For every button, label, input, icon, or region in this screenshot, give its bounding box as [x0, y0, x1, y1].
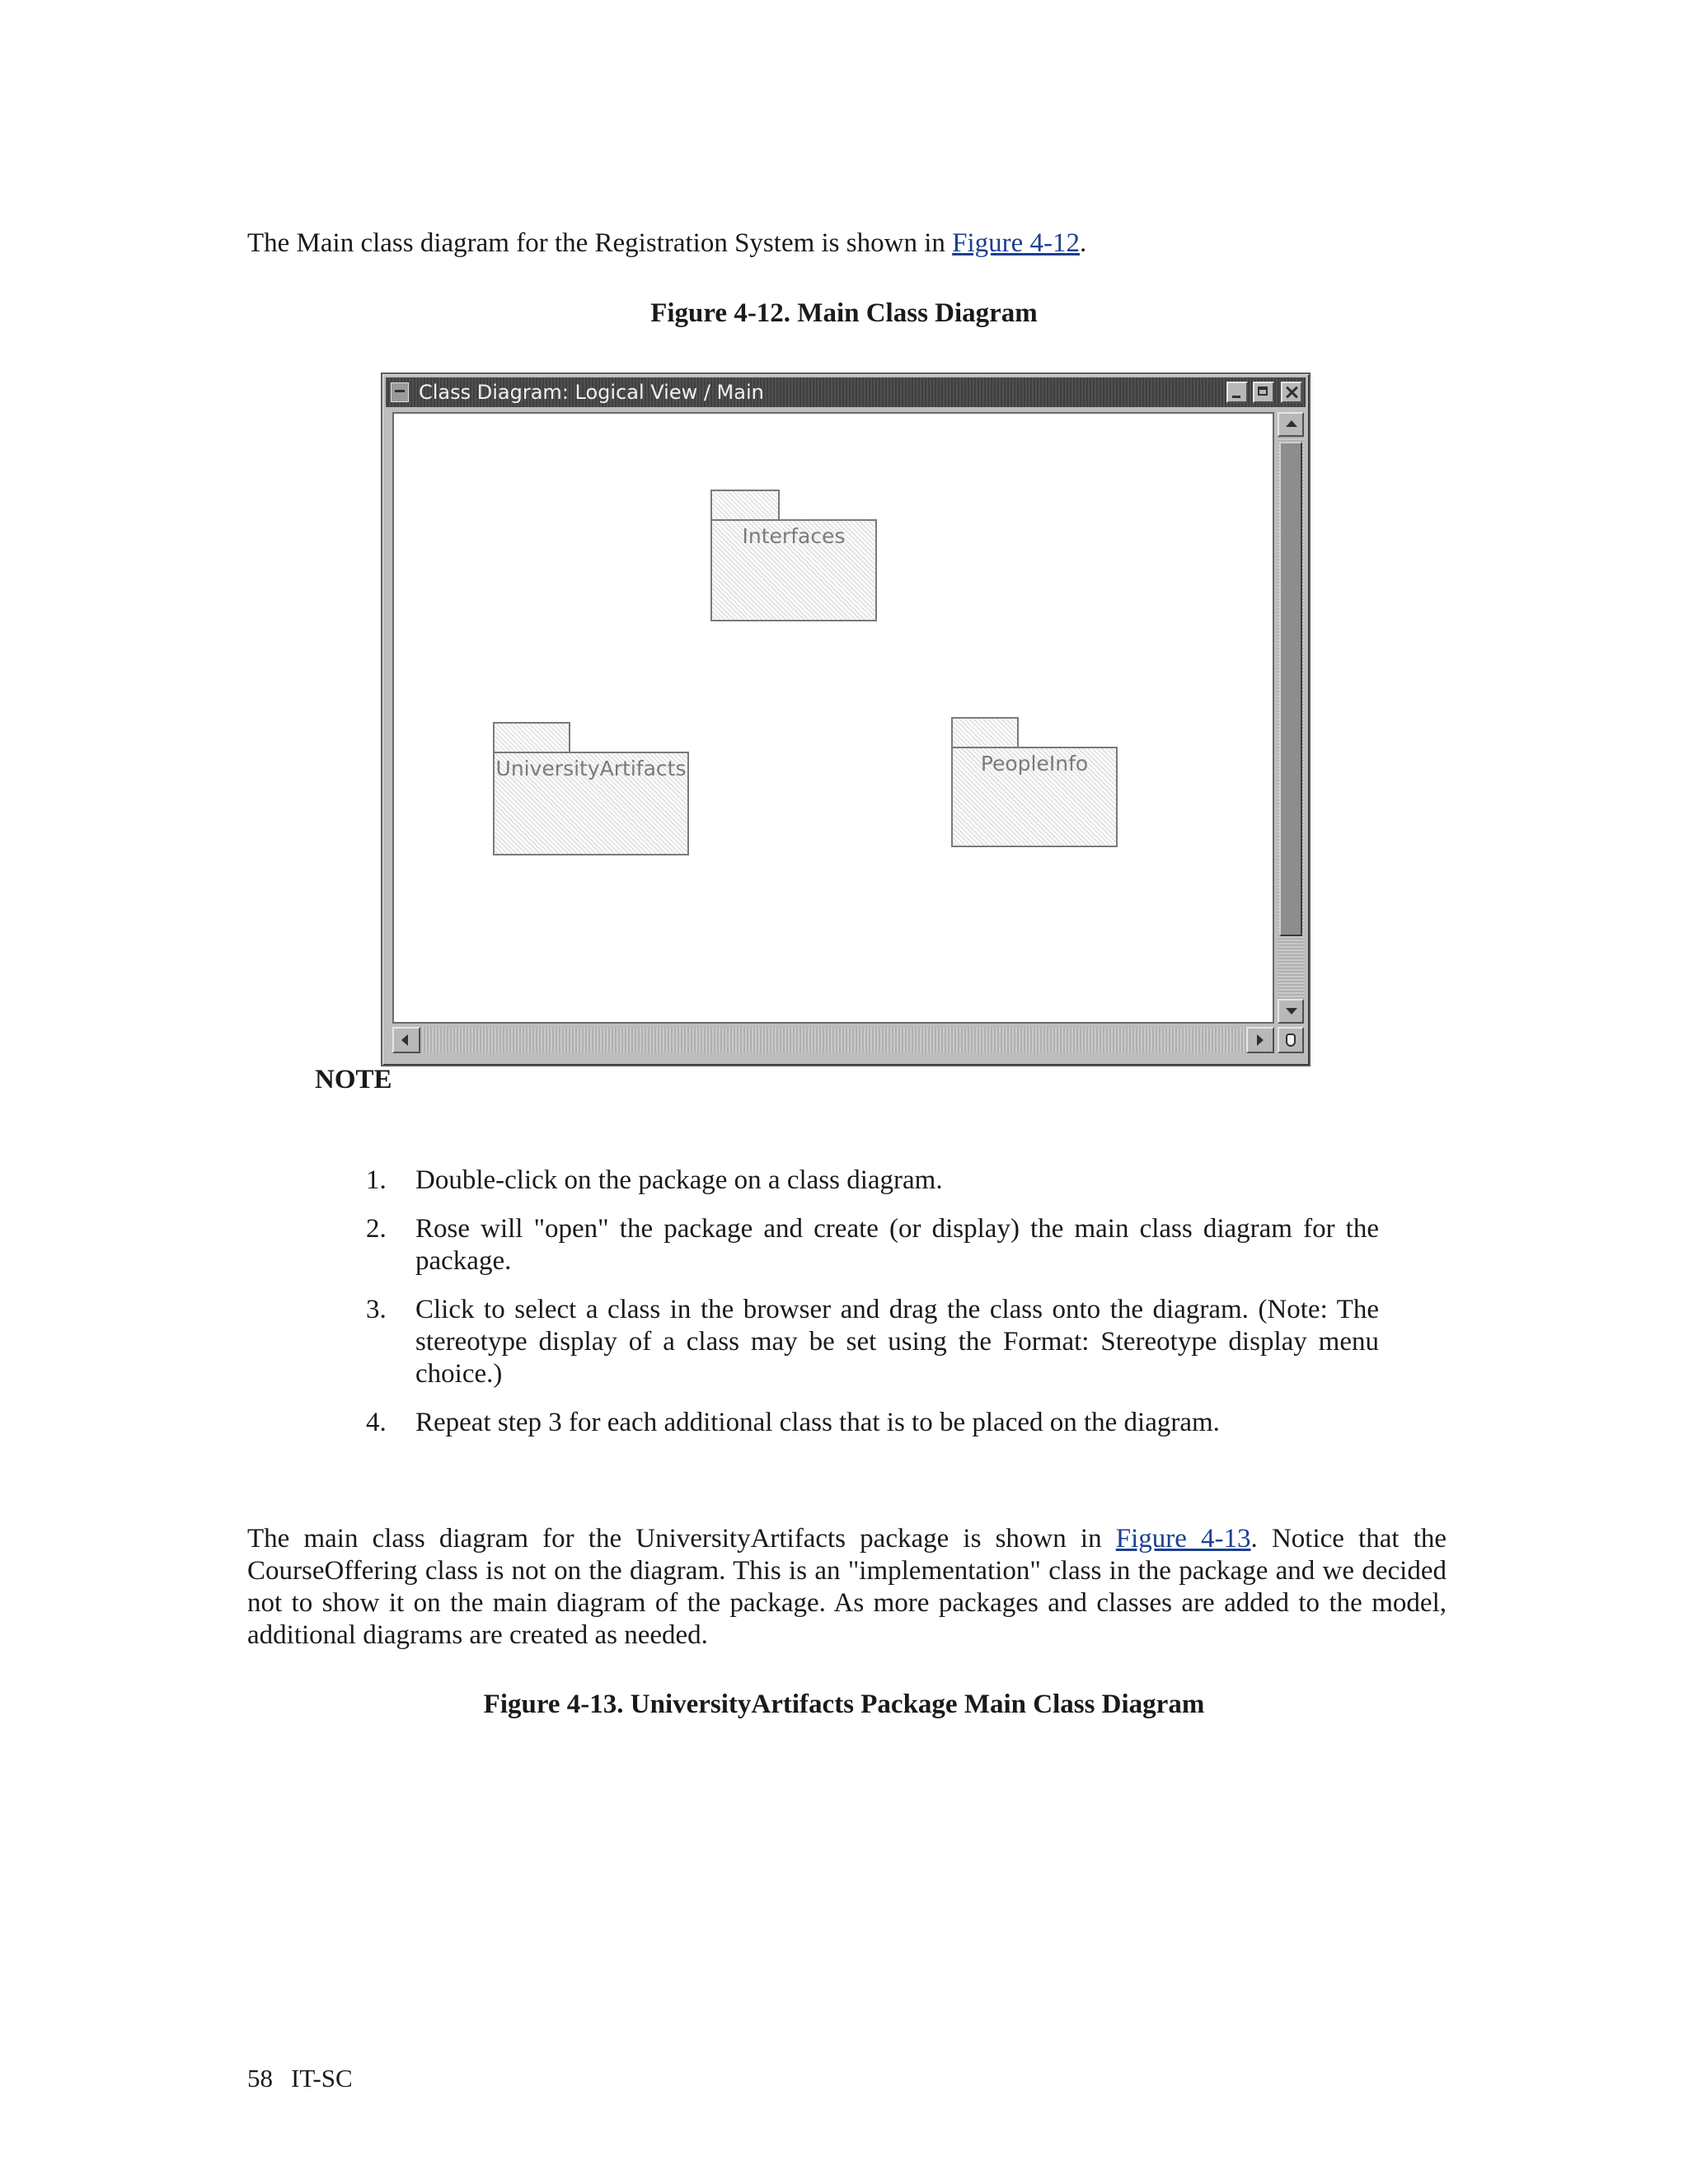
page-footer: [247, 2062, 353, 2095]
maximize-icon[interactable]: [1253, 382, 1274, 403]
page-number: 58: [247, 2064, 273, 2093]
package-body: [710, 519, 877, 621]
package-interfaces[interactable]: [710, 490, 877, 621]
vertical-scrollbar[interactable]: [1278, 412, 1304, 1024]
package-tab: [951, 717, 1019, 748]
figure-4-12-caption: Figure 4-12. Main Class Diagram: [650, 298, 1038, 328]
scroll-down-icon[interactable]: [1278, 999, 1304, 1024]
package-university-artifacts[interactable]: [493, 722, 689, 855]
package-tab: [493, 722, 570, 753]
step-number: 1.: [366, 1165, 387, 1195]
class-diagram-window: [381, 373, 1311, 1066]
window-title: Class Diagram: Logical View / Main: [419, 381, 764, 404]
package-people-info[interactable]: [951, 717, 1118, 847]
scroll-up-icon[interactable]: [1278, 412, 1304, 437]
list-item: [354, 1213, 1379, 1277]
window-titlebar[interactable]: [386, 377, 1306, 407]
hand-icon[interactable]: [1278, 1027, 1304, 1053]
minimize-icon[interactable]: [1226, 382, 1248, 403]
list-item: [354, 1294, 1379, 1390]
body-paragraph: [247, 1523, 1447, 1652]
package-tab: [710, 490, 780, 521]
package-name: Interfaces: [742, 524, 846, 548]
step-text: Repeat step 3 for each additional class that is to be placed on the diagram.: [415, 1408, 1220, 1437]
body-text-end: . Notice that the CourseOffering class is not on the diagram. This is an "implementation" class in the package and we decided not to show it on the main diagram of the package. As more packages and classes are added to the model, additional diagrams are created as needed.: [247, 1524, 1447, 1650]
step-number: 3.: [366, 1295, 387, 1324]
step-text: Click to select a class in the browser and drag the class onto the diagram. (Note: The stereotype display of a class may be set using the Format: Stereotype display menu choice.): [415, 1295, 1379, 1389]
package-body: [493, 752, 689, 855]
figure-4-13-link[interactable]: Figure 4-13: [1115, 1524, 1251, 1554]
intro-text-end: .: [1080, 228, 1087, 258]
package-body: [951, 747, 1118, 847]
scroll-left-icon[interactable]: [392, 1027, 420, 1053]
package-name: PeopleInfo: [980, 752, 1089, 776]
body-text: The main class diagram for the UniversityArtifacts package is shown in: [247, 1524, 1116, 1554]
step-number: 4.: [366, 1408, 387, 1437]
package-name: UniversityArtifacts: [495, 757, 687, 780]
scroll-right-icon[interactable]: [1246, 1027, 1274, 1053]
list-item: [354, 1407, 1379, 1439]
intro-text: The Main class diagram for the Registration System is shown in: [247, 228, 953, 258]
steps-list: [354, 1165, 1379, 1455]
close-icon[interactable]: [1281, 382, 1302, 403]
figure-4-12-link[interactable]: Figure 4-12: [952, 228, 1081, 258]
note-label: NOTE: [315, 1065, 392, 1094]
vertical-scroll-thumb[interactable]: [1279, 442, 1302, 936]
figure-4-13-caption: Figure 4-13. UniversityArtifacts Package Main Class Diagram: [483, 1690, 1205, 1719]
list-item: [354, 1165, 1379, 1197]
window-menu-icon[interactable]: [391, 382, 409, 402]
diagram-canvas[interactable]: [392, 412, 1274, 1024]
intro-paragraph: [247, 227, 1447, 260]
footer-label: IT-SC: [291, 2064, 353, 2093]
step-text: Rose will "open" the package and create (or display) the main class diagram for the package.: [415, 1214, 1379, 1276]
horizontal-scrollbar[interactable]: [392, 1027, 1274, 1053]
step-number: 2.: [366, 1214, 387, 1244]
step-text: Double-click on the package on a class diagram.: [415, 1165, 943, 1195]
